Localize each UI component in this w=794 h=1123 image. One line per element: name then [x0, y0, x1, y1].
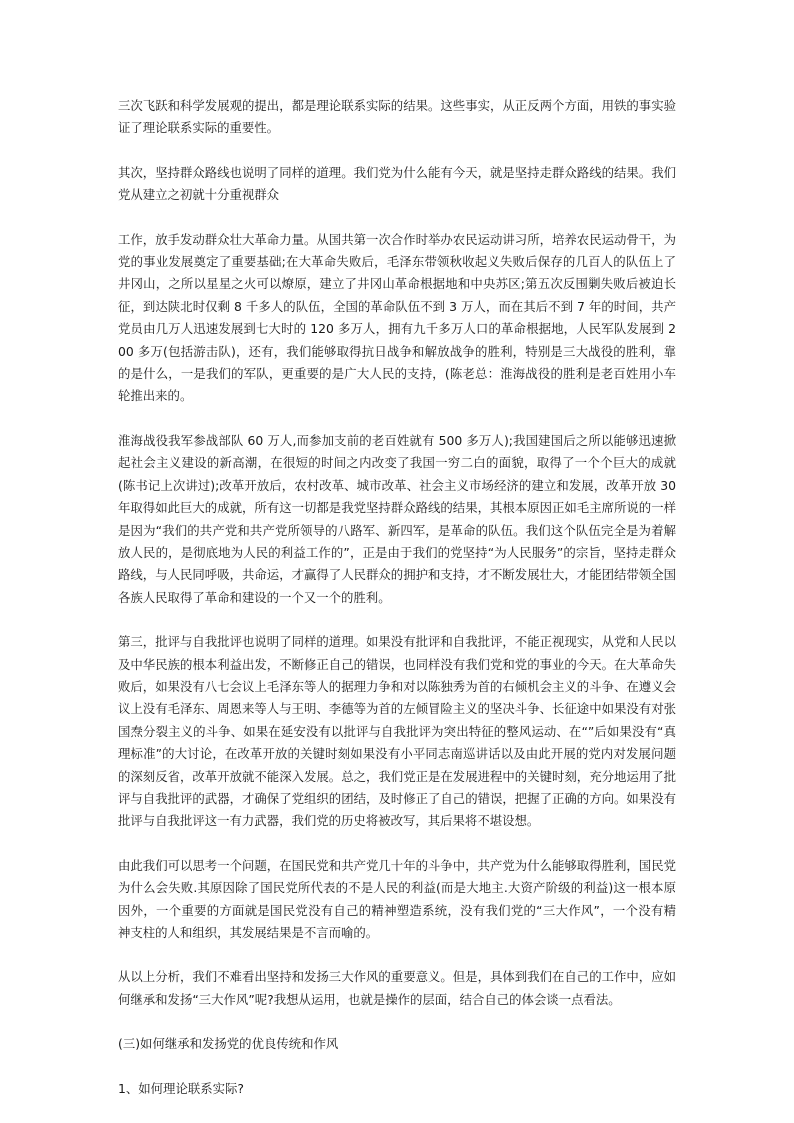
- paragraph-6: 由此我们可以思考一个问题，在国民党和共产党几十年的斗争中，共产党为什么能够取得胜利，国民党为什么会失败.其原因除了国民党所代表的不是人民的利益(而是大地主.大资产阶级的利益)这一根本原因外，一个重要的方面就是国民党没有自己的精神塑造系统，没有我们党的“三大作风”，一个没有精神支柱的人和组织，其发展结果是不言而喻的。: [118, 857, 676, 940]
- paragraph-2: 其次，坚持群众路线也说明了同样的道理。我们党为什么能有今天，就是坚持走群众路线的结果。我们党从建立之初就十分重视群众: [118, 164, 676, 203]
- subsection-heading: 1、如何理论联系实际?: [118, 1080, 244, 1096]
- section-heading: (三)如何继承和发扬党的优良传统和作风: [118, 1036, 339, 1052]
- paragraph-3: 工作，放手发动群众壮大革命力量。从国共第一次合作时举办农民运动讲习所，培养农民运动骨干，为党的事业发展奠定了重要基础;在大革命失败后，毛泽东带领秋收起义失败后保存的几百人的队伍上了井冈山，之所以星星之火可以燎原，建立了井冈山革命根据地和中央苏区;第五次反围剿失败后被迫长征，到达陕北时仅剩 8 千多人的队伍，全国的革命队伍不到 3 万人，而在其后不到 7 年的时间，共产党员由几万人迅速发展到七大时的 120 多万人，拥有九千多万人口的革命根据地，人民军队发展到 200 多万(包括游击队)，还有，我们能够取得抗日战争和解放战争的胜利，特别是三大战役的胜利，靠的是什么，一是我们的军队，更重要的是广大人民的支持，(陈老总：淮海战役的胜利是老百姓用小车轮推出来的。: [118, 231, 676, 404]
- paragraph-4: 淮海战役我军参战部队 60 万人,而参加支前的老百姓就有 500 多万人);我国建国后之所以能够迅速掀起社会主义建设的新高潮，在很短的时间之内改变了我国一穷二白的面貌，取得了一个个巨大的成就(陈书记上次讲过);改革开放后，农村改革、城市改革、社会主义市场经济的建立和发展，改革开放 30 年取得如此巨大的成就，所有这一切都是我党坚持群众路线的结果，其根本原因正如毛主席所说的一样是因为“我们的共产党和共产党所领导的八路军、新四军，是革命的队伍。我们这个队伍完全是为着解放人民的，是彻底地为人民的利益工作的”，正是由于我们的党坚持“为人民服务”的宗旨，坚持走群众路线，与人民同呼吸，共命运，才赢得了人民群众的拥护和支持，才不断发展壮大，才能团结带领全国各族人民取得了革命和建设的一个又一个的胜利。: [118, 432, 676, 605]
- document-page: [118, 95, 676, 1122]
- paragraph-1: 三次飞跃和科学发展观的提出，都是理论联系实际的结果。这些事实，从正反两个方面，用铁的事实验证了理论联系实际的重要性。: [118, 98, 676, 136]
- paragraph-7: 从以上分析，我们不难看出坚持和发扬三大作风的重要意义。但是，具体到我们在自己的工作中，应如何继承和发扬“三大作风”呢?我想从运用，也就是操作的层面，结合自己的体会谈一点看法。: [118, 969, 676, 1007]
- paragraph-5: 第三，批评与自我批评也说明了同样的道理。如果没有批评和自我批评，不能正视现实，从党和人民以及中华民族的根本利益出发，不断修正自己的错误，也同样没有我们党和党的事业的今天。在大革命失败后，如果没有八七会议上毛泽东等人的据理力争和对以陈独秀为首的右倾机会主义的斗争、在遵义会议上没有毛泽东、周恩来等人与王明、李德等为首的左倾冒险主义的坚决斗争、长征途中如果没有对张国焘分裂主义的斗争、如果在延安没有以批评与自我批评为突出特征的整风运动、在“”后如果没有“真理标准”的大讨论，在改革开放的关键时刻如果没有小平同志南巡讲话以及由此开展的党内对发展问题的深刻反省，改革开放就不能深入发展。总之，我们党正是在发展进程中的关键时刻，充分地运用了批评与自我批评的武器，才确保了党组织的团结，及时修正了自己的错误，把握了正确的方向。如果没有批评与自我批评这一有力武器，我们党的历史将被改写，其后果将不堪设想。: [118, 634, 676, 829]
